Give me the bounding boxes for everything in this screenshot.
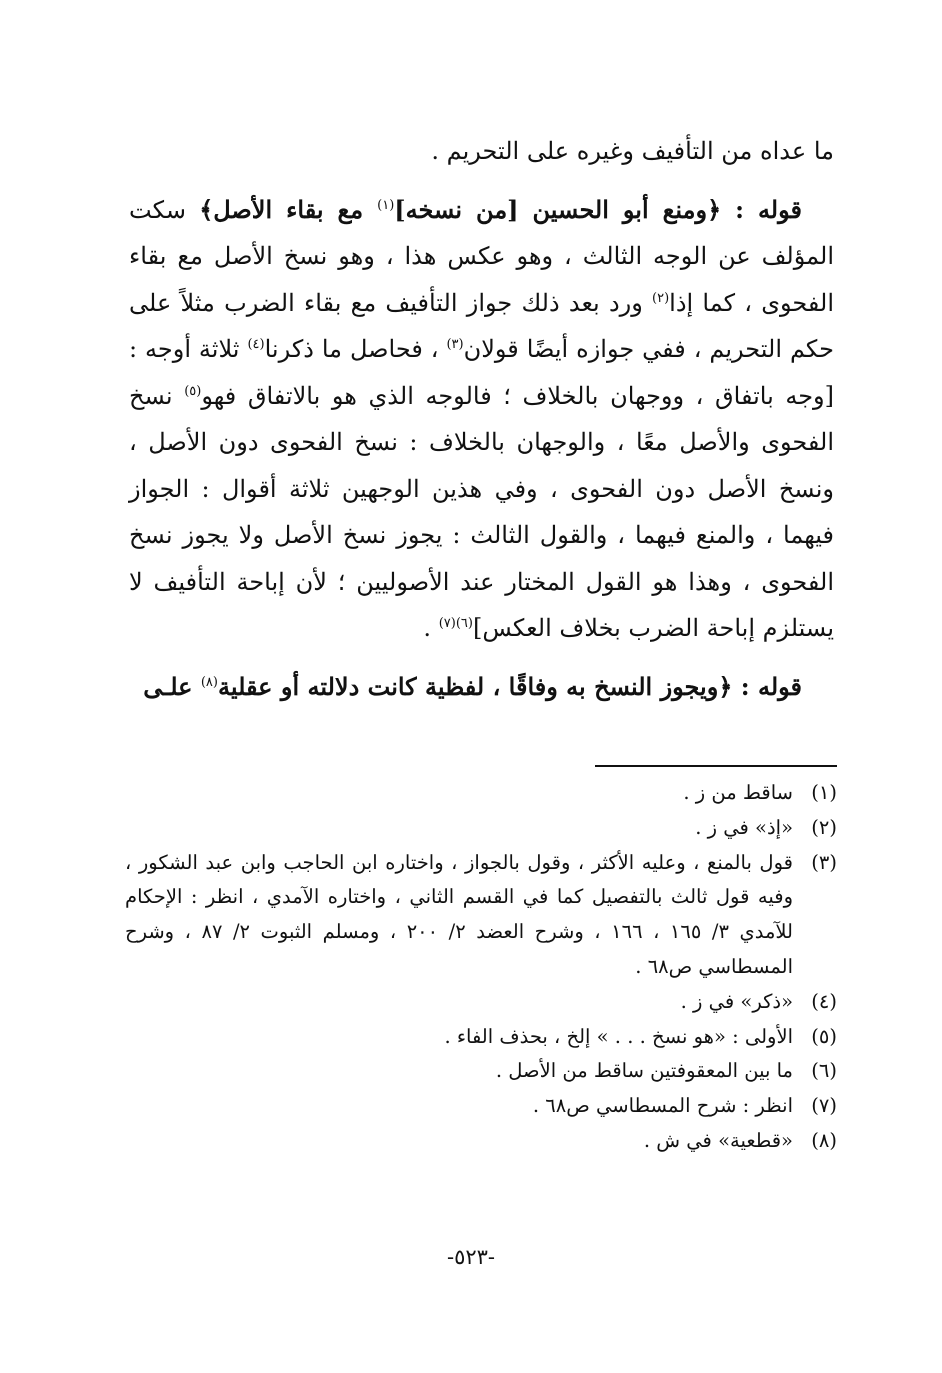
- footnote-number: (٢): [811, 815, 837, 839]
- footnote-text: «قطعية» في ش .: [643, 1128, 793, 1152]
- paragraph-2-text-e: نسخ الفحوى والأصل معًا ، والوجهان بالخلاف : نسخ الفحوى دون الأصل ، ونسخ الأصل دون الفحوى ، وفي هذين الوجهين ثلاثة أقوال : الجواز فيهما ، والمنع فيهما ، والقول الثالث : يجوز نسخ الأصل ولا يجوز نسخ الفحوى ، وهذا هو القول المختار عند الأصوليين ؛ لأن إباحة التأفيف لا يستلزم إباحة الضرب بخلاف العكس]: [129, 381, 834, 642]
- footnote-ref-3[interactable]: (٣): [446, 337, 464, 352]
- footnote-text: الأولى : «هو نسخ . . . » إلخ ، بحذف الفاء .: [444, 1024, 793, 1048]
- footnote-item: [125, 1020, 837, 1055]
- footnote-text: انظر : شرح المسطاسي ص٦٨ .: [532, 1094, 793, 1118]
- footnote-item: [125, 1124, 837, 1159]
- footnote-number: (٨): [811, 1128, 837, 1152]
- footnote-item: [125, 1054, 837, 1089]
- paragraph-2-text-a: سكت المؤلف عن الوجه الثالث ، وهو عكس هذا ، وهو نسخ الأصل مع بقاء الفحوى ، كما إذا: [129, 195, 834, 317]
- footnote-text: ساقط من ز .: [683, 781, 793, 804]
- footnote-ref-4[interactable]: (٤): [247, 337, 265, 352]
- page-number: -٥٢٣-: [446, 1245, 496, 1269]
- footnote-number: (٧): [811, 1094, 837, 1118]
- footnote-text: «ذكر» في ز .: [680, 989, 793, 1013]
- paragraph-2-text-b: ورد بعد ذلك جواز التأفيف مع بقاء الضرب مثلاً على حكم التحريم ، ففي جوازه أيضًا قولان: [129, 288, 835, 363]
- footnote-ref-1[interactable]: (١): [377, 197, 395, 213]
- paragraph-2-text-c: ، فحاصل ما ذكرنا: [264, 335, 447, 363]
- paragraph-3-text: علـى: [143, 671, 201, 701]
- footnote-number: (٤): [811, 989, 837, 1013]
- quoted-lead-1b: مع بقاء الأصل﴾: [199, 194, 378, 224]
- paragraph-2-text-d: ثلاثة أوجه : [وجه باتفاق ، ووجهان بالخلاف ؛ فالوجه الذي هو بالاتفاق فهو: [129, 335, 835, 410]
- footnote-ref-7[interactable]: (٧): [438, 616, 456, 631]
- footnote-text: ما بين المعقوفتين ساقط من الأصل .: [495, 1059, 793, 1083]
- footnote-ref-8[interactable]: (٨): [200, 674, 218, 690]
- quoted-lead-1: قوله : ﴿ومنع أبو الحسين [من نسخه]: [394, 194, 802, 224]
- paragraph-3: [129, 664, 834, 711]
- footnotes: [125, 776, 837, 1159]
- footnote-text: «إذ» في ز .: [695, 815, 793, 839]
- footnote-number: (١): [811, 781, 837, 804]
- footnote-item: [125, 776, 837, 811]
- footnote-ref-6[interactable]: (٦): [455, 616, 473, 631]
- footnote-item: [125, 985, 837, 1020]
- footnote-number: (٦): [811, 1059, 837, 1083]
- paragraph-2-text-f: .: [423, 614, 439, 642]
- paragraph-1-text: ما عداه من التأفيف وغيره على التحريم .: [431, 137, 834, 165]
- footnote-number: (٣): [811, 850, 837, 874]
- quoted-lead-2: قوله : ﴿ويجوز النسخ به وفاقًا ، لفظية كانت دلالته أو عقلية: [217, 671, 802, 701]
- paragraph-2: [129, 187, 834, 652]
- footnote-separator: [595, 765, 837, 767]
- main-text: [129, 128, 834, 710]
- footnote-item: [125, 846, 837, 985]
- footnote-number: (٥): [811, 1024, 837, 1048]
- footnote-ref-2[interactable]: (٢): [652, 290, 670, 306]
- footnote-item: [125, 811, 837, 846]
- footnote-text: قول بالمنع ، وعليه الأكثر ، وقول بالجواز ، واختاره ابن الحاجب وابن عبد الشكور ، وفيه قول ثالث بالتفصيل كما في القسم الثاني ، واختاره الآمدي ، انظر : الإحكام للآمدي ٣/ ١٦٥ ، ١٦٦ ، وشرح العضد ٢/ ٢٠٠ ، ومسلم الثبوت ٢/ ٨٧ ، وشرح المسطاسي ص٦٨ .: [125, 850, 793, 978]
- paragraph-1: [129, 128, 834, 175]
- footnote-ref-5[interactable]: (٥): [184, 383, 202, 399]
- footnote-item: [125, 1089, 837, 1124]
